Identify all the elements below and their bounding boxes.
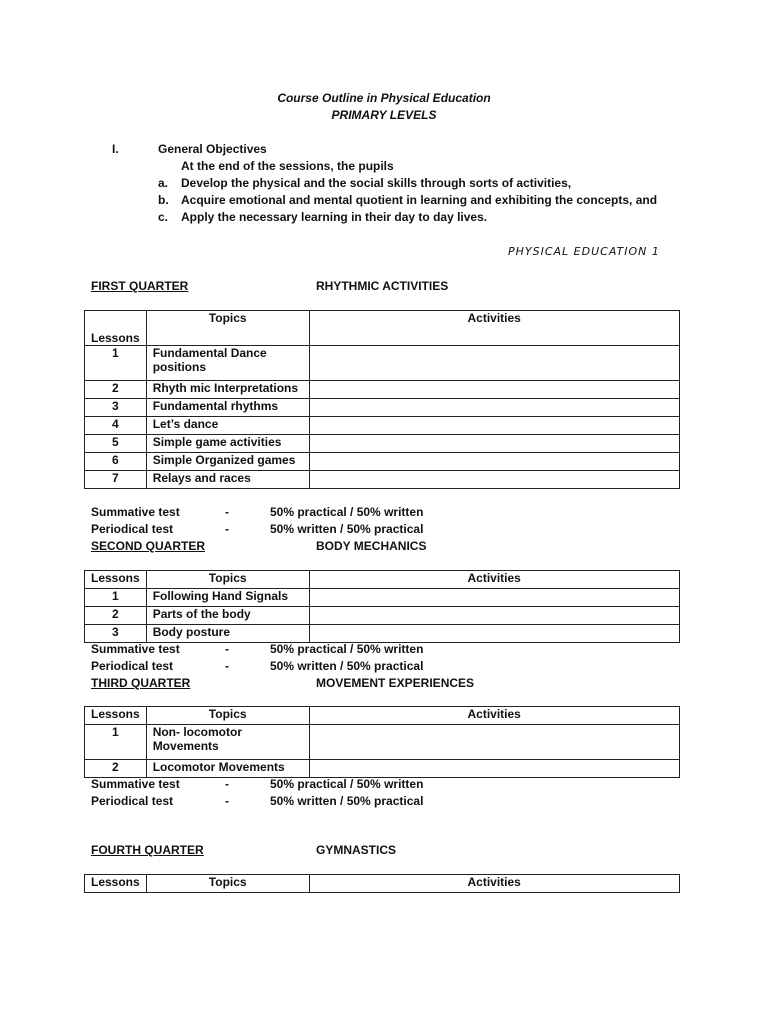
lesson-number: 1 [85, 589, 147, 607]
lessons-table [84, 706, 680, 778]
periodical-label: Periodical test [91, 522, 174, 536]
summative-label: Summative test [91, 642, 180, 656]
periodical-label: Periodical test [91, 659, 174, 673]
table-header-row [85, 875, 680, 893]
topic-line: positions [152, 360, 207, 374]
quarter-theme: GYMNASTICS [316, 843, 397, 857]
quarter-theme: BODY MECHANICS [316, 539, 427, 553]
lesson-activities [309, 607, 679, 625]
objectives-intro: At the end of the sessions, the pupils [181, 159, 394, 173]
topic-line: Non- locomotor [152, 725, 243, 739]
test-dash: - [225, 659, 229, 673]
lesson-number: 2 [85, 381, 147, 399]
quarter-heading: THIRD QUARTER [91, 676, 191, 690]
lesson-activities [309, 435, 679, 453]
lesson-number: 2 [85, 607, 147, 625]
lesson-topic: Simple Organized games [146, 453, 309, 471]
test-dash: - [225, 777, 229, 791]
lesson-topic: Relays and races [146, 471, 309, 489]
quarter-theme: RHYTHMIC ACTIVITIES [316, 279, 449, 293]
lesson-number: 3 [85, 399, 147, 417]
table-row [85, 346, 680, 381]
header-topics: Topics [146, 571, 309, 589]
lesson-activities [309, 453, 679, 471]
quarter-heading: FOURTH QUARTER [91, 843, 204, 857]
course-label: PHYSICAL EDUCATION 1 [508, 245, 660, 258]
header-activities: Activities [309, 571, 679, 589]
header-topics: Topics [146, 311, 309, 346]
lesson-activities [309, 381, 679, 399]
objective-text: Develop the physical and the social skills through sorts of activities, [181, 176, 572, 190]
summative-value: 50% practical / 50% written [270, 642, 424, 656]
periodical-value: 50% written / 50% practical [270, 794, 424, 808]
header-topics: Topics [146, 875, 309, 893]
summative-value: 50% practical / 50% written [270, 505, 424, 519]
lesson-topic [146, 346, 309, 381]
objective-marker: c. [158, 210, 169, 224]
periodical-value: 50% written / 50% practical [270, 522, 424, 536]
lesson-number: 2 [85, 760, 147, 778]
lesson-number: 4 [85, 417, 147, 435]
lesson-activities [309, 417, 679, 435]
summative-label: Summative test [91, 777, 180, 791]
topic-line: Fundamental Dance [152, 346, 267, 360]
topic-line: Movements [152, 739, 219, 753]
lesson-topic: Parts of the body [146, 607, 309, 625]
quarter-heading: FIRST QUARTER [91, 279, 189, 293]
test-dash: - [225, 522, 229, 536]
lesson-topic: Following Hand Signals [146, 589, 309, 607]
document-subtitle: PRIMARY LEVELS [331, 108, 437, 122]
quarter-theme: MOVEMENT EXPERIENCES [316, 676, 475, 690]
section-number: I. [112, 142, 119, 156]
objective-text: Acquire emotional and mental quotient in learning and exhibiting the concepts, and [181, 193, 658, 207]
table-row [85, 725, 680, 760]
lesson-activities [309, 589, 679, 607]
header-activities: Activities [309, 311, 679, 346]
document-title: Course Outline in Physical Education [277, 91, 491, 105]
lesson-activities [309, 346, 679, 381]
lesson-number: 5 [85, 435, 147, 453]
summative-value: 50% practical / 50% written [270, 777, 424, 791]
lesson-topic: Let’s dance [146, 417, 309, 435]
lessons-table [84, 310, 680, 489]
header-topics: Topics [146, 707, 309, 725]
objective-text: Apply the necessary learning in their day to day lives. [181, 210, 488, 224]
header-activities: Activities [309, 707, 679, 725]
periodical-value: 50% written / 50% practical [270, 659, 424, 673]
lesson-topic: Body posture [146, 625, 309, 643]
table-row [85, 625, 680, 643]
periodical-label: Periodical test [91, 794, 174, 808]
lesson-topic: Locomotor Movements [146, 760, 309, 778]
lesson-activities [309, 760, 679, 778]
lesson-activities [309, 471, 679, 489]
summative-label: Summative test [91, 505, 180, 519]
table-row [85, 607, 680, 625]
lesson-topic [146, 725, 309, 760]
header-lessons: Lessons [85, 311, 147, 346]
table-header-row [85, 707, 680, 725]
lesson-number: 1 [85, 725, 147, 760]
table-row [85, 589, 680, 607]
header-lessons: Lessons [85, 707, 147, 725]
lesson-number: 1 [85, 346, 147, 381]
lesson-topic: Rhyth mic Interpretations [146, 381, 309, 399]
test-dash: - [225, 505, 229, 519]
lesson-activities [309, 399, 679, 417]
objective-marker: a. [158, 176, 169, 190]
header-activities: Activities [309, 875, 679, 893]
table-row [85, 471, 680, 489]
lesson-topic: Simple game activities [146, 435, 309, 453]
lesson-number: 6 [85, 453, 147, 471]
section-title: General Objectives [158, 142, 267, 156]
lesson-topic: Fundamental rhythms [146, 399, 309, 417]
header-lessons: Lessons [85, 571, 147, 589]
objective-marker: b. [158, 193, 169, 207]
table-row [85, 760, 680, 778]
lessons-table [84, 874, 680, 893]
table-row [85, 453, 680, 471]
table-header-row [85, 571, 680, 589]
lesson-number: 7 [85, 471, 147, 489]
header-lessons: Lessons [85, 875, 147, 893]
lesson-number: 3 [85, 625, 147, 643]
table-header-row [85, 311, 680, 346]
lesson-activities [309, 725, 679, 760]
table-row [85, 381, 680, 399]
test-dash: - [225, 642, 229, 656]
lesson-activities [309, 625, 679, 643]
lessons-table [84, 570, 680, 643]
table-row [85, 399, 680, 417]
table-row [85, 417, 680, 435]
test-dash: - [225, 794, 229, 808]
table-row [85, 435, 680, 453]
quarter-heading: SECOND QUARTER [91, 539, 206, 553]
